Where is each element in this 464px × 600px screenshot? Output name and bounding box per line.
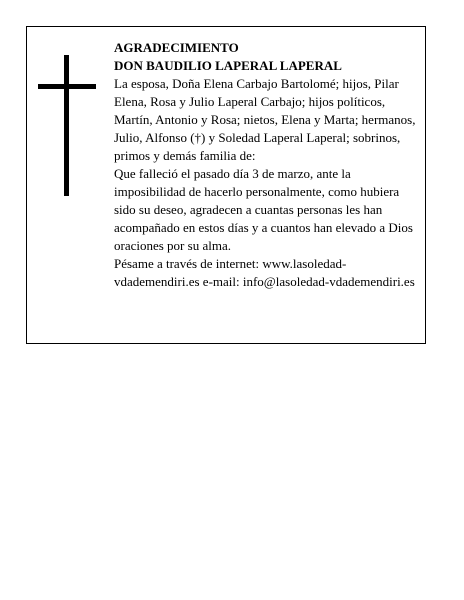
deceased-name: DON BAUDILIO LAPERAL LAPERAL: [114, 58, 342, 73]
notice-title: AGRADECIMIENTO: [114, 40, 239, 55]
family-text: La esposa, Doña Elena Carbajo Bartolomé; hijos, Pilar Elena, Rosa y Julio Laperal Carbajo; hijos políticos, Martín, Antonio y Rosa; nietos, Elena y Marta; hermanos, Julio, Alfonso (†) y Soledad Laperal Laperal; sobrinos, primos y demás familia de:: [114, 76, 416, 163]
message-text: Que falleció el pasado día 3 de marzo, ante la imposibilidad de hacerlo personalmente, como hubiera sido su deseo, agradecen a cuantas personas les han acompañado en estos días y a cuantos han elevado a Dios oraciones por su alma.: [114, 166, 413, 253]
cross-vertical-bar: [64, 55, 69, 196]
notice-content: [114, 39, 418, 291]
obituary-notice: [26, 26, 426, 344]
contact-text: Pésame a través de internet: www.lasoledad-vdademendiri.es e-mail: info@lasoledad-vdademendiri.es: [114, 256, 415, 289]
cross-horizontal-bar: [38, 84, 96, 89]
